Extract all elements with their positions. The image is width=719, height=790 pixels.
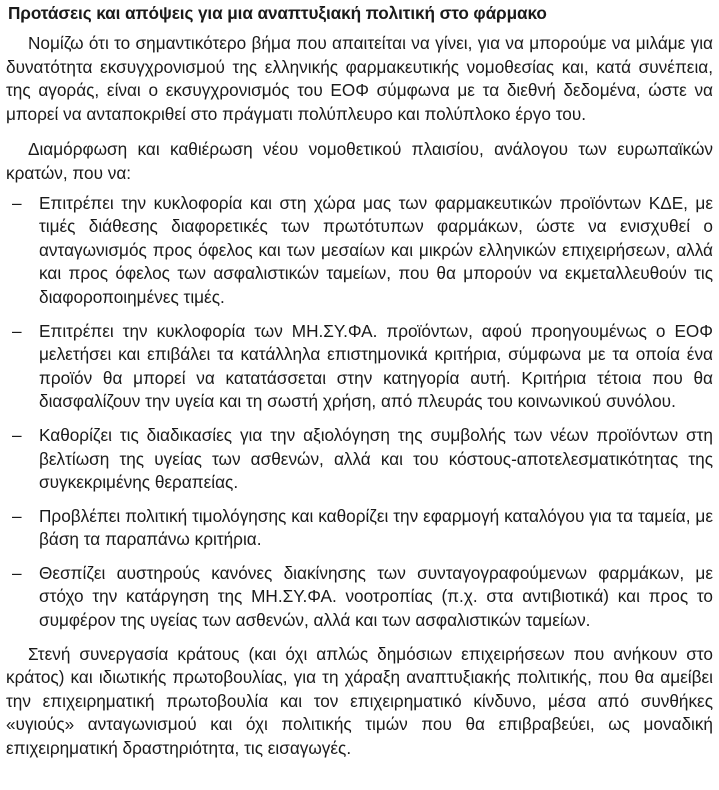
dash-bullet: –: [12, 562, 22, 583]
list-item-text: Θεσπίζει αυστηρούς κανόνες διακίνησης των συνταγογραφούμενων φαρμάκων, με στόχο την κατάργηση της ΜΗ.ΣΥ.ΦΑ. νοοτροπίας (π.χ. στα αντιβιοτικά) και προς το συμφέρον της υγείας των ασθενών, αλλά και των ασφαλιστικών ταμείων.: [39, 562, 713, 631]
list-item-text: Προβλέπει πολιτική τιμολόγησης και καθορίζει την εφαρμογή καταλόγου για τα ταμεία, με βάση τα παραπάνω κριτήρια.: [39, 505, 713, 550]
list-item: [6, 192, 713, 310]
list-item: [6, 562, 713, 633]
paragraph-framework: Διαμόρφωση και καθιέρωση νέου νομοθετικού πλαισίου, ανάλογου των ευρωπαϊκών κρατών, που να:: [6, 139, 713, 183]
list-item: [6, 424, 713, 495]
list-item-text: Επιτρέπει την κυκλοφορία των ΜΗ.ΣΥ.ΦΑ. προϊόντων, αφού προηγουμένως ο ΕΟΦ μελετήσει και επιβάλει τα κατάλληλα επιστημονικά κριτήρια, σύμφωνα με τα οποία ένα προϊόν θα μπορεί να κατατάσσεται στην κατηγορία αυτή. Κριτήρια τέτοια που θα διασφαλίζουν την υγεία και τη σωστή χρήση, από πλευράς του κοινωνικού συνόλου.: [39, 320, 713, 412]
list-item: [6, 505, 713, 552]
list-item-text: Καθορίζει τις διαδικασίες για την αξιολόγηση της συμβολής των νέων προϊόντων στη βελτίωση της υγείας των ασθενών, αλλά και του κόστους-αποτελεσματικότητας της συγκεκριμένης θεραπείας.: [39, 424, 713, 493]
proposal-list: [6, 192, 713, 633]
list-item-text: Επιτρέπει την κυκλοφορία και στη χώρα μας των φαρμακευτικών προϊόντων ΚΔΕ, με τιμές διάθεσης διαφορετικές των πρωτότυπων φαρμάκων, ώστε να ενισχυθεί ο ανταγωνισμός προς όφελος και των μεσαίων και μικρών ελληνικών επιχειρήσεων, αλλά και προς όφελος των ασφαλιστικών ταμείων, που θα μπορούν να εκμεταλλευθούν τις διαφοροποιημένες τιμές.: [39, 192, 713, 307]
list-item: [6, 320, 713, 414]
dash-bullet: –: [12, 320, 22, 341]
document-title: Προτάσεις και απόψεις για μια αναπτυξιακή πολιτική στο φάρμακο: [8, 3, 547, 23]
paragraph-intro: Νομίζω ότι το σημαντικότερο βήμα που απαιτείται να γίνει, για να μπορούμε να μιλάμε για δυνατότητα εκσυγχρονισμού της ελληνικής φαρμακευτικής νομοθεσίας και, κατά συνέπεια, της αγοράς, είναι ο εκσυγχρονισμός του ΕΟΦ σύμφωνα με τα διεθνή δεδομένα, ώστε να μπορεί να ανταποκριθεί στο πράγματι πολύπλευρο και πολύπλοκο έργο του.: [6, 33, 713, 124]
dash-bullet: –: [12, 192, 22, 213]
dash-bullet: –: [12, 424, 22, 445]
paragraph-conclusion: Στενή συνεργασία κράτους (και όχι απλώς δημόσιων επιχειρήσεων που ανήκουν στο κράτος) και ιδιωτικής πρωτοβουλίας, για τη χάραξη αναπτυξιακής πολιτικής, που θα αμείβει την επιχειρηματική πρωτοβουλία και τον επιχειρηματικό κίνδυνο, μέσα από συνθήκες «υγιούς» ανταγωνισμού και όχι πολιτικής τιμών που θα επιβραβεύει, ως μοναδική επιχειρηματική δραστηριότητα, τις εισαγωγές.: [6, 643, 713, 759]
dash-bullet: –: [12, 505, 22, 526]
